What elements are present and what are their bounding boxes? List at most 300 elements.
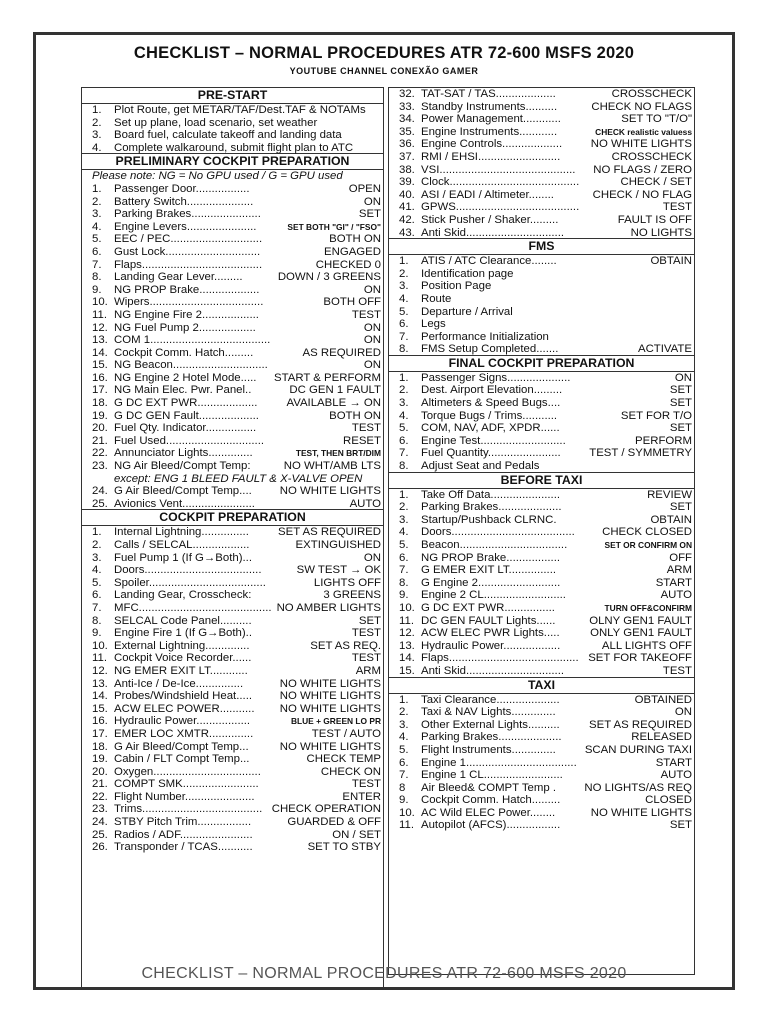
item-value: CHECK ON	[320, 765, 381, 778]
item-label: COM 1......................................	[114, 334, 271, 347]
item-number: 33.	[399, 100, 415, 113]
item-value: SET	[669, 422, 692, 435]
item-value: ACTIVATE	[637, 343, 692, 356]
item-value: AS REQUIRED	[302, 346, 381, 359]
item-number: 1.	[92, 526, 102, 539]
item-label: COM, NAV, ADF, XPDR......	[421, 422, 560, 435]
checklist-item	[389, 627, 694, 640]
item-value: TEST	[662, 201, 692, 214]
item-number: 2.	[399, 501, 409, 514]
item-label: GPWS.......................................	[421, 201, 580, 214]
item-value: SET	[669, 819, 692, 832]
item-number: 22.	[92, 447, 108, 460]
item-label: NG Engine 2 Hotel Mode.....	[114, 371, 257, 384]
item-label: Landing Gear Lever.........	[114, 271, 243, 284]
item-value: BOTH ON	[329, 409, 381, 422]
item-value: ON	[363, 551, 381, 564]
item-value: TEST	[351, 627, 381, 640]
item-label: Anti-Ice / De-Ice...............	[114, 677, 244, 690]
item-value: TEST, THEN BRT/DIM	[295, 448, 381, 459]
checklist-item	[82, 602, 383, 615]
item-label: Flaps.........................................	[421, 652, 579, 665]
item-number: 26.	[92, 841, 108, 854]
checklist-item	[82, 435, 383, 448]
item-number: 5.	[399, 743, 409, 756]
item-value: SET TO STBY	[307, 841, 381, 854]
item-value: SET	[669, 397, 692, 410]
item-value: START	[655, 756, 692, 769]
item-value: TEST / SYMMETRY	[589, 447, 692, 460]
item-number: 24.	[92, 816, 108, 829]
item-label: Cockpit Comm. Hatch.........	[421, 794, 561, 807]
item-label: Startup/Pushback CLRNC.	[421, 513, 557, 526]
item-value: SET	[669, 384, 692, 397]
item-value: ON	[363, 321, 381, 334]
item-label: Flight Number......................	[114, 790, 255, 803]
item-label: NG Air Bleed/Compt Temp:	[114, 460, 251, 473]
item-number: 40.	[399, 188, 415, 201]
item-number: 22.	[92, 790, 108, 803]
item-value: SET BOTH "GI" / "FSO"	[287, 221, 381, 232]
item-value: NO AMBER LIGHTS	[276, 601, 381, 614]
item-value: OBTAINED	[634, 693, 692, 706]
checklist-item	[389, 318, 694, 331]
item-number: 10.	[92, 639, 108, 652]
item-label: Parking Brakes....................	[421, 501, 562, 514]
checklist-item	[82, 678, 383, 691]
item-label: NG Main Elec. Pwr. Panel..	[114, 384, 252, 397]
item-label: ATIS / ATC Clearance........	[421, 255, 557, 268]
checklist-section	[82, 153, 383, 510]
item-value: CHECK realistic valuess	[595, 126, 692, 137]
item-number: 23.	[92, 460, 108, 473]
section-title: BEFORE TAXI	[389, 472, 694, 489]
item-number: 15.	[92, 359, 108, 372]
item-value: ON	[363, 195, 381, 208]
item-label: RMI / EHSI..........................	[421, 150, 561, 163]
item-value: CROSSCHECK	[611, 88, 692, 100]
checklist-item	[82, 359, 383, 372]
item-label: NG Fuel Pump 2..................	[114, 321, 256, 334]
item-value: SET	[669, 501, 692, 514]
item-number: 6.	[92, 245, 102, 258]
item-value: TEST / AUTO	[311, 727, 381, 740]
item-value: SET TO "T/O"	[621, 113, 692, 126]
checklist-item	[82, 322, 383, 335]
item-label: Power Management............	[421, 113, 561, 126]
item-number: 3.	[92, 551, 102, 564]
checklist-item	[82, 665, 383, 678]
item-label: NG EMER EXIT LT............	[114, 664, 248, 677]
item-value: ONLY GEN1 FAULT	[590, 627, 692, 640]
checklist-item	[389, 151, 694, 164]
checklist-item	[389, 577, 694, 590]
checklist-item	[82, 117, 383, 130]
item-label: Departure / Arrival	[421, 305, 513, 318]
item-value: DC GEN 1 FAULT	[289, 384, 381, 397]
item-label: Flaps......................................	[114, 258, 263, 271]
item-label: Set up plane, load scenario, set weather	[114, 116, 318, 129]
checklist-section	[389, 88, 694, 239]
checklist-item	[82, 410, 383, 423]
item-value: NO WHITE LIGHTS	[279, 485, 381, 498]
checklist-item	[389, 384, 694, 397]
item-number: 43.	[399, 226, 415, 239]
item-label: Hydraulic Power..................	[421, 639, 561, 652]
checklist-item	[82, 715, 383, 728]
checklist-item	[82, 791, 383, 804]
item-value: SET	[358, 208, 381, 221]
checklist-item	[82, 829, 383, 842]
checklist-section	[82, 509, 383, 853]
item-number: 10.	[92, 296, 108, 309]
item-number: 7.	[399, 769, 409, 782]
item-label: Flight Instruments..............	[421, 743, 556, 756]
checklist-item	[389, 447, 694, 460]
item-label: Passenger Signs....................	[421, 371, 571, 384]
item-number: 13.	[399, 639, 415, 652]
checklist-item	[82, 526, 383, 539]
item-value: BOTH OFF	[323, 296, 381, 309]
item-label: Engine Levers......................	[114, 220, 257, 233]
item-label: except: ENG 1 BLEED FAULT & X-VALVE OPEN	[114, 472, 363, 485]
checklist-item	[82, 397, 383, 410]
item-value: TEST	[351, 422, 381, 435]
item-number: 19.	[92, 409, 108, 422]
section-title: TAXI	[389, 677, 694, 694]
item-value: NO WHITE LIGHTS	[279, 740, 381, 753]
item-value: SET OR CONFIRM ON	[604, 540, 692, 550]
item-value: ON	[363, 334, 381, 347]
item-label: STBY Pitch Trim.................	[114, 816, 252, 829]
item-value: SET FOR T/O	[620, 409, 692, 422]
item-number: 5.	[399, 305, 409, 318]
checklist-item	[389, 564, 694, 577]
checklist-item	[82, 640, 383, 653]
item-number: 6.	[399, 434, 409, 447]
item-label: Engine 1...................................	[421, 756, 577, 769]
item-label: Taxi Clearance....................	[421, 693, 560, 706]
item-label: Dest. Airport Elevation.........	[421, 384, 563, 397]
item-number: 4.	[92, 564, 102, 577]
checklist-item	[82, 690, 383, 703]
checklist-item	[389, 652, 694, 665]
item-number: 15.	[399, 664, 415, 677]
checklist-item	[82, 422, 383, 435]
item-number: 3.	[92, 129, 102, 142]
item-value: CROSSCHECK	[611, 150, 692, 163]
item-value: ENTER	[342, 790, 381, 803]
item-value: DOWN / 3 GREENS	[277, 271, 381, 284]
checklist-section	[389, 472, 694, 678]
item-number: 34.	[399, 113, 415, 126]
item-number: 23.	[92, 803, 108, 816]
checklist-item	[82, 104, 383, 117]
checklist-item	[389, 293, 694, 306]
page-subtitle: YOUTUBE CHANNEL CONEXÃO GAMER	[289, 66, 479, 76]
section-title: FINAL COCKPIT PREPARATION	[389, 355, 694, 372]
item-label: Spoiler.....................................	[114, 576, 266, 589]
item-value: BOTH ON	[329, 233, 381, 246]
item-label: TAT-SAT / TAS...................	[421, 88, 556, 100]
checklist-item	[389, 201, 694, 214]
item-label: Engine 1 CL.........................	[421, 769, 563, 782]
item-number: 8	[399, 781, 406, 794]
item-number: 8.	[92, 614, 102, 627]
item-number: 1.	[92, 104, 102, 116]
item-value: BLUE + GREEN LO PR	[290, 716, 381, 727]
checklist-item	[82, 347, 383, 360]
item-number: 5.	[92, 576, 102, 589]
item-label: Position Page	[421, 280, 492, 293]
checklist-item	[389, 268, 694, 281]
checklist-item	[82, 615, 383, 628]
item-value: START	[655, 576, 692, 589]
section-title: PRELIMINARY COCKPIT PREPARATION	[82, 153, 383, 170]
item-number: 2.	[92, 539, 102, 551]
item-label: Oxygen..................................	[114, 765, 261, 778]
item-value: ON	[674, 706, 692, 719]
checklist-item	[389, 422, 694, 435]
checklist-item	[82, 778, 383, 791]
checklist-item	[389, 539, 694, 552]
checklist-item	[389, 343, 694, 356]
item-number: 18.	[92, 397, 108, 410]
checklist-item	[389, 640, 694, 653]
checklist-item	[82, 703, 383, 716]
checklist-item	[82, 447, 383, 460]
checklist-item	[389, 176, 694, 189]
item-number: 4.	[399, 526, 409, 539]
item-value: TEST	[351, 308, 381, 321]
item-number: 25.	[92, 497, 108, 510]
item-label: Doors.......................................	[421, 526, 575, 539]
item-number: 17.	[92, 727, 108, 740]
item-number: 24.	[92, 485, 108, 498]
item-value: ON	[363, 283, 381, 296]
item-number: 10.	[399, 601, 415, 614]
item-label: Engine Controls...................	[421, 138, 563, 151]
item-number: 11.	[399, 614, 414, 627]
item-number: 1.	[399, 693, 409, 706]
item-label: Cabin / FLT Compt Temp...	[114, 753, 250, 766]
checklist-item	[389, 189, 694, 202]
item-value: AUTO	[660, 589, 692, 602]
checklist-item	[82, 296, 383, 309]
checklist-item	[82, 271, 383, 284]
item-label: NG Engine Fire 2..................	[114, 308, 259, 321]
item-value: ENGAGED	[324, 245, 381, 258]
item-label: Annunciator Lights..............	[114, 447, 253, 460]
item-number: 17.	[92, 384, 108, 397]
item-label: Autopilot (AFCS).................	[421, 819, 561, 832]
item-number: 4.	[399, 409, 409, 422]
item-label: Passenger Door.................	[114, 182, 250, 195]
checklist-item	[389, 794, 694, 807]
item-label: Parking Brakes....................	[421, 731, 562, 744]
item-number: 7.	[92, 601, 102, 614]
checklist-item	[82, 766, 383, 779]
item-value: OFF	[669, 551, 692, 564]
item-number: 9.	[92, 283, 102, 296]
item-value: NO LIGHTS	[630, 226, 692, 239]
checklist-item	[82, 208, 383, 221]
checklist-item	[389, 665, 694, 678]
checklist-item	[389, 397, 694, 410]
checklist-item	[389, 514, 694, 527]
item-number: 13.	[92, 677, 108, 690]
item-number	[92, 473, 114, 486]
item-number: 7.	[92, 258, 102, 271]
item-value: AUTO	[349, 497, 381, 510]
item-value: CHECKED 0	[315, 258, 381, 271]
checklist-item	[389, 757, 694, 770]
checklist-item	[82, 259, 383, 272]
item-label: Doors.....................................	[114, 564, 262, 577]
item-label: G Engine 2..........................	[421, 576, 561, 589]
item-value: CHECK NO FLAGS	[591, 100, 692, 113]
item-label: Gust Lock..............................	[114, 245, 261, 258]
item-label: Plot Route, get METAR/TAF/Dest.TAF & NOTAMs	[114, 104, 366, 116]
item-label: EEC / PEC.............................	[114, 233, 263, 246]
item-number: 3.	[399, 397, 409, 410]
item-label: Trims......................................	[114, 803, 263, 816]
item-label: Hydraulic Power.................	[114, 715, 251, 728]
checklist-item	[389, 372, 694, 385]
item-number: 20.	[92, 765, 108, 778]
item-number: 14.	[92, 346, 108, 359]
checklist-item	[389, 435, 694, 448]
item-label: Fuel Quantity.......................	[421, 447, 561, 460]
item-number: 7.	[399, 330, 409, 343]
item-label: ACW ELEC PWR Lights.....	[421, 627, 560, 640]
checklist-item	[389, 589, 694, 602]
item-number: 16.	[92, 715, 108, 728]
item-number: 12.	[92, 664, 108, 677]
checklist-item	[389, 164, 694, 177]
item-label: AC Wild ELEC Power........	[421, 806, 556, 819]
checklist-item	[389, 460, 694, 473]
checklist-section	[389, 355, 694, 473]
item-label: G DC EXT PWR................	[421, 601, 555, 614]
item-label: G Air Bleed/Compt Temp....	[114, 485, 252, 498]
item-label: Engine Fire 1 (If G→Both)..	[114, 627, 253, 640]
item-label: DC GEN FAULT Lights......	[421, 614, 556, 627]
checklist-item	[82, 652, 383, 665]
item-number: 18.	[92, 740, 108, 753]
item-number: 2.	[92, 116, 102, 129]
item-label: Calls / SELCAL..................	[114, 539, 250, 551]
item-value: ON	[674, 371, 692, 384]
item-label: Board fuel, calculate takeoff and landing data	[114, 129, 342, 142]
item-label: G DC GEN Fault...................	[114, 409, 259, 422]
item-label: NG PROP Brake...................	[114, 283, 260, 296]
item-number: 4.	[399, 731, 409, 744]
item-value: TEST	[662, 664, 692, 677]
item-number: 8.	[92, 271, 102, 284]
section-note: Please note: NG = No GPU used / G = GPU used	[92, 170, 343, 183]
item-value: REVIEW	[647, 488, 692, 501]
item-number: 12.	[92, 321, 108, 334]
checklist-item	[82, 498, 383, 511]
item-label: Probes/Windshield Heat.....	[114, 690, 253, 703]
checklist-item	[389, 501, 694, 514]
checklist-item	[389, 731, 694, 744]
checklist-item	[389, 807, 694, 820]
item-label: Torque Bugs / Trims...........	[421, 409, 558, 422]
checklist-item	[82, 741, 383, 754]
section-title: COCKPIT PREPARATION	[82, 509, 383, 526]
item-value: RESET	[343, 434, 381, 447]
checklist-item	[389, 214, 694, 227]
checklist-item	[82, 233, 383, 246]
item-value: CHECK OPERATION	[271, 803, 381, 816]
checklist-item	[389, 819, 694, 832]
item-number: 3.	[92, 208, 102, 221]
item-label: Anti Skid...............................	[421, 226, 565, 239]
item-value: LIGHTS OFF	[313, 576, 381, 589]
checklist-item	[389, 694, 694, 707]
checklist-item	[389, 744, 694, 757]
checklist-item	[389, 255, 694, 268]
item-number: 39.	[399, 176, 415, 189]
item-value: START & PERFORM	[274, 371, 381, 384]
item-number: 5.	[399, 539, 409, 551]
item-number: 11.	[399, 819, 414, 832]
checklist-section	[82, 88, 383, 154]
item-value: ON / SET	[332, 828, 381, 841]
item-number: 3.	[399, 513, 409, 526]
item-label: Engine Instruments............	[421, 125, 558, 138]
item-label: Fuel Pump 1 (If G→Both)...	[114, 551, 253, 564]
checklist-item	[82, 284, 383, 297]
item-label: VSI...........................................	[421, 163, 576, 176]
item-value: CHECK / NO FLAG	[592, 188, 692, 201]
item-number: 9.	[92, 627, 102, 640]
item-number: 19.	[92, 753, 108, 766]
checklist-item	[82, 577, 383, 590]
item-value: RELEASED	[631, 731, 692, 744]
item-label: ASI / EADI / Altimeter........	[421, 188, 554, 201]
item-label: External Lightning..............	[114, 639, 250, 652]
item-number: 21.	[92, 778, 108, 791]
item-label: Internal Lightning...............	[114, 526, 249, 539]
item-value: CHECK / SET	[620, 176, 692, 189]
item-value: NO FLAGS / ZERO	[593, 163, 692, 176]
item-label: G Air Bleed/Compt Temp...	[114, 740, 249, 753]
item-number: 2.	[92, 195, 102, 208]
item-number: 20.	[92, 422, 108, 435]
item-number: 37.	[399, 150, 415, 163]
checklist-item	[389, 331, 694, 344]
checklist-item	[82, 372, 383, 385]
checklist-item	[389, 769, 694, 782]
checklist-item	[389, 280, 694, 293]
item-label: FMS Setup Completed.......	[421, 343, 559, 356]
item-value: OBTAIN	[650, 255, 692, 268]
checklist-item	[389, 410, 694, 423]
item-value: NO WHITE LIGHTS	[279, 702, 381, 715]
item-number: 4.	[92, 220, 102, 233]
checklist-item	[389, 227, 694, 240]
item-label: Other External Lights..........	[421, 718, 560, 731]
item-label: Performance Initialization	[421, 330, 549, 343]
item-value: TEST	[351, 778, 381, 791]
item-value: ARM	[355, 664, 381, 677]
item-number: 42.	[399, 213, 415, 226]
item-number: 12.	[399, 627, 415, 640]
item-number: 36.	[399, 138, 415, 151]
